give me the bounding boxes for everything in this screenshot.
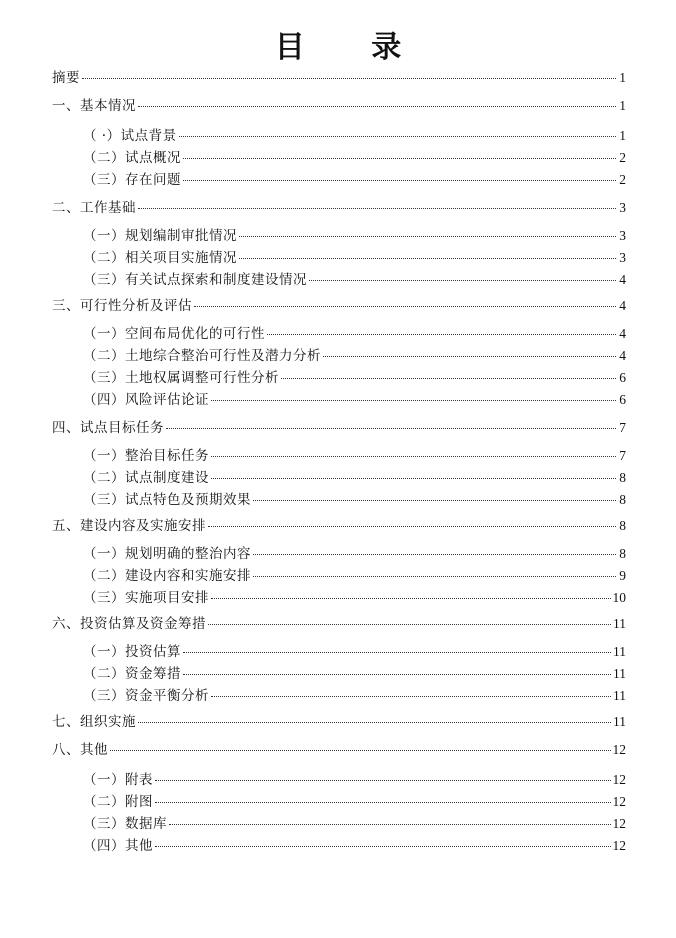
toc-entry-page-number: 1 [619, 128, 626, 143]
toc-entry-page-number: 9 [619, 568, 626, 583]
toc-entry-label: （一）规划编制审批情况 [83, 228, 237, 244]
toc-entry-page-number: 2 [619, 150, 626, 165]
dot-leader [253, 576, 616, 577]
toc-entry[interactable] [83, 792, 626, 812]
toc-entry-page-number: 7 [619, 448, 626, 463]
toc-entry-page-number: 11 [613, 688, 626, 703]
toc-entry-label: （二）试点概况 [83, 150, 181, 166]
dot-leader [211, 598, 611, 599]
dot-leader [211, 456, 616, 457]
toc-entry-page-number: 3 [619, 200, 626, 215]
toc-entry-page-number: 4 [619, 348, 626, 363]
toc-entry-label: （二）建设内容和实施安排 [83, 568, 251, 584]
toc-entry-page-number: 11 [613, 644, 626, 659]
dot-leader [267, 334, 616, 335]
dot-leader [169, 824, 611, 825]
toc-entry-page-number: 6 [619, 392, 626, 407]
dot-leader [183, 674, 611, 675]
toc-entry-label: （二）试点制度建设 [83, 470, 209, 486]
dot-leader [166, 428, 616, 429]
toc-entry[interactable] [83, 642, 626, 662]
toc-entry[interactable] [83, 588, 626, 608]
toc-entry-label: 二、工作基础 [52, 200, 136, 216]
toc-entry[interactable] [83, 814, 626, 834]
toc-entry-page-number: 3 [619, 228, 626, 243]
dot-leader [211, 478, 616, 479]
dot-leader [208, 526, 616, 527]
toc-entry-label: 三、可行性分析及评估 [52, 298, 192, 314]
toc-entry[interactable] [52, 614, 626, 634]
toc-entry-page-number: 7 [619, 420, 626, 435]
dot-leader [211, 696, 611, 697]
toc-entry[interactable] [83, 686, 626, 706]
toc-entry-label: （三）有关试点探索和制度建设情况 [83, 272, 307, 288]
dot-leader [253, 500, 616, 501]
toc-entry[interactable] [52, 198, 626, 218]
toc-entry-page-number: 2 [619, 172, 626, 187]
dot-leader [309, 280, 616, 281]
toc-entry-page-number: 12 [612, 816, 626, 831]
dot-leader [179, 136, 616, 137]
toc-entry-label: 一、基本情况 [52, 98, 136, 114]
toc-entry-page-number: 8 [619, 470, 626, 485]
dot-leader [281, 378, 616, 379]
toc-entry[interactable] [52, 712, 626, 732]
toc-entry[interactable] [83, 490, 626, 510]
dot-leader [183, 652, 611, 653]
toc-entry-label: （三）资金平衡分析 [83, 688, 209, 704]
dot-leader [239, 236, 616, 237]
toc-entry-label: （一）投资估算 [83, 644, 181, 660]
toc-entry[interactable] [83, 346, 626, 366]
toc-entry-label: （一）规划明确的整治内容 [83, 546, 251, 562]
toc-entry[interactable] [83, 390, 626, 410]
toc-entry-page-number: 4 [619, 326, 626, 341]
toc-entry-label: 摘要 [52, 70, 80, 86]
toc-entry[interactable] [83, 544, 626, 564]
dot-leader [253, 554, 616, 555]
dot-leader [208, 624, 611, 625]
toc-entry-page-number: 3 [619, 250, 626, 265]
toc-entry-label: 六、投资估算及资金筹措 [52, 616, 206, 632]
toc-entry-label: （三）土地权属调整可行性分析 [83, 370, 279, 386]
toc-entry-label: （二）附图 [83, 794, 153, 810]
toc-entry-label: （三）存在问题 [83, 172, 181, 188]
toc-entry[interactable] [83, 170, 626, 190]
dot-leader [211, 400, 616, 401]
toc-entry[interactable] [83, 566, 626, 586]
dot-leader [138, 208, 616, 209]
dot-leader [155, 802, 611, 803]
toc-entry-label: 四、试点目标任务 [52, 420, 164, 436]
toc-entry-label: （一）整治目标任务 [83, 448, 209, 464]
dot-leader [155, 846, 611, 847]
toc-entry[interactable] [83, 248, 626, 268]
dot-leader [155, 780, 611, 781]
toc-entry[interactable] [83, 324, 626, 344]
toc-entry[interactable] [83, 148, 626, 168]
toc-entry-page-number: 11 [613, 666, 626, 681]
toc-entry-label: （ ·）试点背景 [83, 128, 177, 144]
toc-entry-label: 七、组织实施 [52, 714, 136, 730]
toc-entry-page-number: 1 [619, 98, 626, 113]
toc-entry-page-number: 10 [612, 590, 626, 605]
toc-entry-page-number: 12 [612, 794, 626, 809]
toc-entry-page-number: 11 [613, 714, 626, 729]
toc-entry[interactable] [52, 68, 626, 88]
toc-entry-label: （一）空间布局优化的可行性 [83, 326, 265, 342]
toc-entry[interactable] [83, 770, 626, 790]
toc-entry-page-number: 1 [619, 70, 626, 85]
toc-entry[interactable] [52, 418, 626, 438]
toc-entry-label: （三）试点特色及预期效果 [83, 492, 251, 508]
dot-leader [194, 306, 616, 307]
toc-entry-label: （二）土地综合整治可行性及潜力分析 [83, 348, 321, 364]
toc-entry[interactable] [83, 446, 626, 466]
toc-entry-page-number: 6 [619, 370, 626, 385]
dot-leader [138, 106, 616, 107]
toc-entry[interactable] [83, 126, 626, 146]
toc-entry-label: （二）相关项目实施情况 [83, 250, 237, 266]
toc-entry-label: （四）风险评估论证 [83, 392, 209, 408]
toc-entry-page-number: 12 [612, 772, 626, 787]
toc-entry-page-number: 8 [619, 518, 626, 533]
toc-entry[interactable] [83, 270, 626, 290]
toc-entry-label: 五、建设内容及实施安排 [52, 518, 206, 534]
toc-entry-label: （一）附表 [83, 772, 153, 788]
toc-entry[interactable] [83, 368, 626, 388]
dot-leader [239, 258, 616, 259]
toc-entry-page-number: 4 [619, 298, 626, 313]
toc-entry[interactable] [52, 516, 626, 536]
toc-entry-label: （二）资金筹措 [83, 666, 181, 682]
toc-entry[interactable] [83, 664, 626, 684]
toc-entry[interactable] [52, 740, 626, 760]
toc-entry[interactable] [52, 96, 626, 116]
toc-entry-label: （四）其他 [83, 838, 153, 854]
dot-leader [323, 356, 616, 357]
toc-entry-label: （三）实施项目安排 [83, 590, 209, 606]
toc-entry-page-number: 4 [619, 272, 626, 287]
toc-entry[interactable] [83, 836, 626, 856]
dot-leader [183, 180, 616, 181]
toc-entry-page-number: 8 [619, 492, 626, 507]
toc-entry-label: 八、其他 [52, 742, 108, 758]
toc-entry-page-number: 11 [613, 616, 626, 631]
toc-entry-page-number: 12 [612, 838, 626, 853]
dot-leader [183, 158, 616, 159]
dot-leader [82, 78, 616, 79]
dot-leader [138, 722, 611, 723]
toc-entry-label: （三）数据库 [83, 816, 167, 832]
toc-entry[interactable] [83, 226, 626, 246]
dot-leader [110, 750, 611, 751]
toc-entry-page-number: 12 [612, 742, 626, 757]
page-title: 目 录 [274, 30, 430, 65]
toc-entry-page-number: 8 [619, 546, 626, 561]
toc-entry[interactable] [83, 468, 626, 488]
toc-entry[interactable] [52, 296, 626, 316]
